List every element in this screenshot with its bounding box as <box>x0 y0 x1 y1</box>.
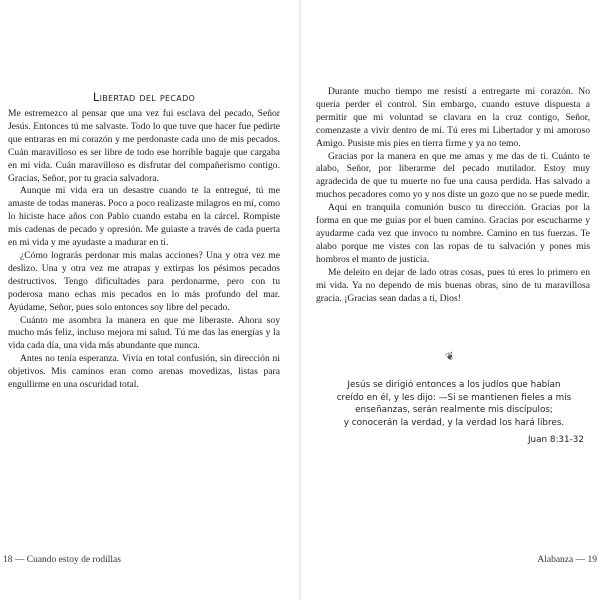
verse-line: Jesús se dirigió entonces a los judíos que habían <box>347 380 561 390</box>
paragraph: Antes no tenía esperanza. Vivía en total confusión, sin dirección ni objetivos. Mis caminos eran como arenas movedizas, listas para engullirme en una oscuridad total. <box>8 353 280 391</box>
paragraph: ¿Cómo lograrás perdonar mis malas acciones? Una y otra vez me deslizo. Una y otra vez me atrapas y extirpas los pésimos pecados destructivos. Tengo dificultades para perdonarme, pero con tu poderosa mano echas mis pecados en lo más profundo del mar. Ayúdame, Señor, pues solo entonces soy libre del pecado. <box>8 249 280 313</box>
paragraph: Cuánto me asombra la manera en que me liberaste. Ahora soy mucho más feliz, incluso mejora mi salud. Tú me das las energías y la vida cada día, una vida más abundante que nunca. <box>8 314 280 352</box>
right-body-text <box>316 86 590 305</box>
verse-line: creído en él, y les dijo: —Si se mantienen fieles a mis <box>336 392 572 403</box>
left-page-footer: 18 — Cuando estoy de rodillas <box>3 555 121 565</box>
leaf-ornament-icon: ❦ <box>443 349 457 365</box>
left-body-text <box>8 108 280 392</box>
verse-citation: Juan 8:31-32 <box>527 435 584 445</box>
paragraph: Gracias por la manera en que me amas y me das de ti. Cuánto te alabo, Señor, por liberarme del pecado mutilador. Estoy muy agradecida de que tu muerte no fue una causa perdida. Has salvado a muchos pecadores como yo y nos diste un gozo que no se puede medir. <box>316 150 590 201</box>
verse-line: y conocerán la verdad, y la verdad los hará libres. <box>343 417 565 428</box>
paragraph: Me deleito en dejar de lado otras cosas, pues tú eres lo primero en mi vida. Ya no dependo de mis buenas obras, sino de tu maravillosa gracia. ¡Gracias sean dadas a ti, Dios! <box>316 266 590 304</box>
scripture-verse <box>314 379 594 429</box>
verse-line: enseñanzas, serán realmente mis discípulos; <box>355 405 553 416</box>
right-page <box>300 0 600 600</box>
right-page-footer: Alabanza — 19 <box>537 555 597 565</box>
chapter-title: Libertad del pecado <box>92 90 196 104</box>
paragraph: Aunque mi vida era un desastre cuando te la entregué, tú me amaste de todas maneras. Poco a poco realizaste milagros en mí, como lo hiciste hace años con Pablo cuando estaba en la cárcel. Rompiste mis cadenas de pecado y opresión. Me guiaste a través de cada puerta en mi vida y me ayudaste a madurar en ti. <box>8 185 280 249</box>
paragraph: Me estremezco al pensar que una vez fui esclava del pecado, Señor Jesús. Entonces tú me salvaste. Todo lo que tuve que hacer fue pedirte que entraras en mi corazón y me perdonaste cada uno de mis pecados. Cuán maravilloso es ser libre de todo ese horrible bagaje que cargaba en mi vida. Cuán maravilloso es disfrutar del compañerismo contigo. Gracias, Señor, por tu gracia salvadora. <box>8 108 280 184</box>
paragraph: Durante mucho tiempo me resistí a entregarte mi corazón. No quería perder el control. Sin embargo, cuando estuve dispuesta a permitir que mi voluntad se clavara en la cruz contigo, Señor, comenzaste a vivir dentro de mí. Tú eres mi Libertador y mi amoroso Amigo. Pusiste mis pies en tierra firme y ya no temo. <box>316 86 590 149</box>
paragraph: Aquí en tranquila comunión busco tu dirección. Gracias por la forma en que me guías por el buen camino. Gracias por escucharme y ayudarme cada vez que invoco tu nombre. Camino en tus fuerzas. Te alabo porque me vistes con las ropas de tu salvación y pones mis hombros el manto de justicia. <box>316 202 590 265</box>
